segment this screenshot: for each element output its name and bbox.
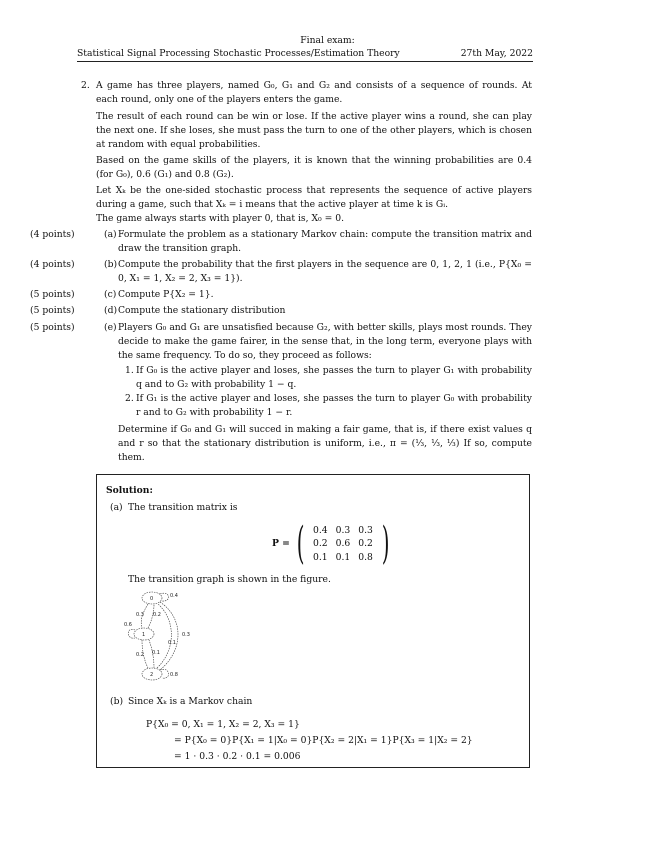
transition-matrix	[272, 518, 394, 569]
part-a-points: (4 points)	[30, 229, 75, 240]
part-d-text: Compute the stationary distribution	[118, 305, 286, 316]
problem-paragraph-4: Let Xₖ be the one-sided stochastic process that represents the sequence of active players during a game, such that Xₖ = i means that the active player at time k is Gᵢ.	[96, 185, 532, 210]
part-e-closing: Determine if G₀ and G₁ will succed in making a fair game, that is, if there exist values q and r so that the stationary distribution is uniform, i.e., π = (⅓, ⅓, ⅓) If so, compute them.	[118, 424, 532, 463]
matrix-cell: 0.1	[335, 551, 351, 563]
part-d-points: (5 points)	[30, 305, 75, 316]
edge-0-2-label: 0.3	[182, 632, 190, 638]
matrix-right-paren: )	[381, 518, 390, 569]
part-e-label: (e)	[104, 322, 117, 333]
matrix-cell: 0.1	[312, 551, 328, 563]
part-e-text: Players G₀ and G₁ are unsatisfied because G₂, with better skills, plays most rounds. They decide to make the game fairer, in the sense that, in the long term, everyone plays with the same frequency. To do so, they proceed as follows:	[118, 322, 532, 361]
matrix-cell: 0.3	[335, 524, 351, 536]
solution-b-eq-1: P{X₀ = 0, X₁ = 1, X₂ = 2, X₃ = 1}	[146, 719, 300, 730]
course-name: Statistical Signal Processing Stochastic Processes/Estimation Theory	[77, 48, 400, 59]
matrix-left-paren: (	[296, 518, 305, 569]
part-c-points: (5 points)	[30, 289, 75, 300]
self-loop-0	[160, 593, 169, 601]
self-2-label: 0.8	[170, 672, 178, 678]
problem-paragraph-2: The result of each round can be win or lose. If the active player wins a round, she can play the next one. If she loses, she must pass the turn to one of the other players, which is chosen at random with equal probabilities.	[96, 111, 532, 150]
edge-2-1-label: 0.1	[152, 650, 160, 656]
subitem-2-text: If G₁ is the active player and loses, she passes the turn to player G₀ with probability r and to G₂ with probability 1 − r.	[136, 393, 532, 418]
self-loop-2	[160, 669, 169, 678]
problem-paragraph-3: Based on the game skills of the players, it is known that the winning probabilities are 0.4 (for G₀), 0.6 (G₁) and 0.8 (G₂).	[96, 155, 532, 180]
self-0-label: 0.4	[170, 593, 178, 599]
node-0-label: 0	[150, 596, 154, 602]
solution-title: Solution:	[106, 485, 153, 496]
edge-1-0-label: 0.2	[153, 612, 161, 618]
part-b-points: (4 points)	[30, 259, 75, 270]
matrix-cell: 0.3	[358, 524, 373, 536]
part-b-label: (b)	[104, 259, 118, 270]
transition-graph	[124, 588, 194, 684]
part-a-text: Formulate the problem as a stationary Markov chain: compute the transition matrix and draw the transition graph.	[118, 229, 532, 254]
subitem-1-text: If G₀ is the active player and loses, she passes the turn to player G₁ with probability q and to G₂ with probability 1 − q.	[136, 365, 532, 390]
solution-a-intro: The transition matrix is	[128, 502, 238, 513]
solution-b-eq-3: = 1 · 0.3 · 0.2 · 0.1 = 0.006	[174, 751, 301, 762]
part-d-label: (d)	[104, 305, 118, 316]
matrix-cell: 0.8	[358, 551, 373, 563]
edge-1-2-label: 0.2	[136, 652, 144, 658]
graph-caption: The transition graph is shown in the figure.	[128, 574, 331, 585]
part-e-points: (5 points)	[30, 322, 75, 333]
edge-2-0-label: 0.1	[168, 640, 176, 646]
matrix-row	[309, 537, 377, 551]
exam-date: 27th May, 2022	[460, 48, 533, 59]
self-1-label: 0.6	[124, 622, 132, 628]
edge-0-1-label: 0.3	[136, 612, 144, 618]
edge-0-2	[160, 602, 178, 670]
matrix-row	[309, 524, 377, 538]
node-1-label: 1	[142, 632, 146, 638]
solution-b-intro: Since Xₖ is a Markov chain	[128, 696, 253, 707]
matrix-row	[309, 551, 377, 565]
subitem-1-label: 1.	[125, 365, 134, 376]
header-rule	[77, 61, 533, 62]
part-c-label: (c)	[104, 289, 117, 300]
solution-b-label: (b)	[110, 696, 124, 707]
problem-paragraph-5: The game always starts with player 0, that is, X₀ = 0.	[96, 213, 344, 224]
matrix-cell: 0.4	[312, 524, 328, 536]
solution-a-label: (a)	[110, 502, 123, 513]
matrix-symbol: P =	[272, 538, 290, 550]
exam-title: Final exam:	[300, 35, 355, 46]
problem-paragraph-1: A game has three players, named G₀, G₁ and G₂ and consists of a sequence of rounds. At each round, only one of the players enters the game.	[96, 80, 532, 105]
matrix-cell: 0.2	[358, 538, 373, 550]
part-b-text: Compute the probability that the first players in the sequence are 0, 1, 2, 1 (i.e., P{X₀ = 0, X₁ = 1, X₂ = 2, X₃ = 1}).	[118, 259, 532, 284]
matrix-cell: 0.6	[335, 538, 351, 550]
solution-b-eq-2: = P{X₀ = 0}P{X₁ = 1|X₀ = 0}P{X₂ = 2|X₁ = 1}P{X₃ = 1|X₂ = 2}	[174, 735, 473, 746]
part-c-text: Compute P{X₂ = 1}.	[118, 289, 214, 300]
matrix-cell: 0.2	[312, 538, 328, 550]
subitem-2-label: 2.	[125, 393, 134, 404]
problem-number: 2.	[81, 80, 90, 91]
node-2-label: 2	[150, 672, 154, 678]
matrix-table	[309, 524, 377, 565]
part-a-label: (a)	[104, 229, 117, 240]
